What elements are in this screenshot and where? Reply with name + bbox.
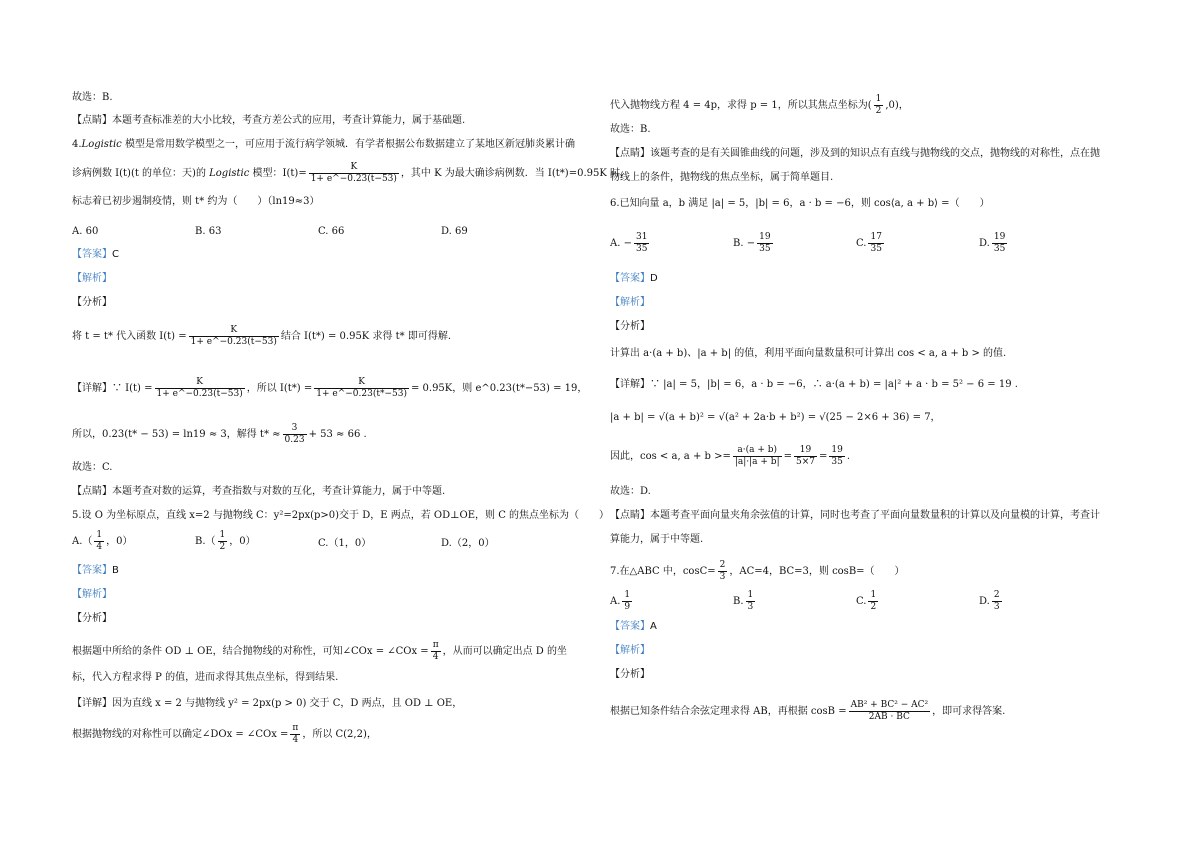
text-line — [610, 123, 651, 137]
text: B. 63 — [195, 226, 222, 237]
option-a — [72, 225, 98, 239]
answer-line — [610, 620, 657, 634]
numerator: 19 — [794, 445, 817, 457]
note-line — [610, 533, 703, 547]
text: A. 60 — [72, 226, 99, 237]
analysis-header — [610, 320, 650, 334]
text: ，所以 I(t*) = — [246, 383, 313, 394]
text: 7.在△ABC 中，cosC= — [610, 566, 716, 577]
text-line — [72, 461, 112, 475]
numerator: K — [309, 162, 399, 174]
analysis-header — [72, 296, 112, 310]
fraction — [794, 445, 817, 468]
text-line — [72, 91, 113, 105]
numerator: 1 — [875, 94, 882, 104]
numerator: 19 — [759, 232, 771, 242]
analysis-tag — [72, 588, 112, 602]
text: 5.设 O 为坐标原点，直线 x=2 与抛物线 C：y²=2px(p>0)交于 D，E 两点，若 OD⊥OE，则 C 的焦点坐标为（ ） — [72, 510, 610, 521]
text: ，AC=4，BC=3，则 cosB=（ ） — [729, 566, 905, 577]
text: 模型是常用数学模型之一，可应用于流行病学领城．有学者根据公布数据建立了某地区新冠肺炎累计确 — [121, 139, 575, 150]
answer-value: B — [112, 565, 119, 576]
text: C. — [856, 596, 867, 607]
denominator: 35 — [831, 457, 843, 467]
fraction — [309, 162, 399, 185]
numerator: a·(a + b) — [733, 445, 782, 457]
text: D. — [979, 238, 990, 249]
option-a — [72, 530, 133, 553]
text: ，0） — [106, 536, 133, 547]
numerator: 2 — [719, 560, 726, 570]
denominator: 2 — [219, 542, 226, 552]
q4-analysis — [72, 325, 451, 348]
question-4 — [72, 138, 575, 152]
option-d — [979, 232, 1009, 255]
text: 【解析】 — [72, 589, 112, 600]
denominator: 35 — [635, 244, 648, 254]
question-4-line3 — [72, 195, 319, 209]
text: 代入抛物线方程 4 = 4p，求得 p = 1，所以其焦点坐标为( — [610, 100, 872, 111]
denominator: 1+ e^−0.23(t−53) — [310, 174, 397, 184]
text: 4. — [72, 139, 82, 150]
numerator: 19 — [993, 232, 1006, 242]
fraction — [94, 530, 104, 553]
q6-detail3 — [610, 445, 850, 468]
fraction — [992, 590, 1002, 613]
q7-analysis — [610, 700, 1005, 723]
denominator: 2AB · BC — [868, 712, 910, 722]
denominator: 0.23 — [284, 435, 305, 445]
text: 计算出 a·(a + b)、|a + b| 的值，利用平面向量数量积可计算出 cos < a, a + b > 的值. — [610, 348, 1007, 359]
note-line — [72, 114, 465, 128]
text-line — [72, 671, 338, 685]
text: 故选：C. — [72, 462, 113, 473]
fraction — [829, 445, 844, 468]
fraction — [992, 232, 1007, 255]
analysis-header — [72, 612, 112, 626]
answer-tag: 【答案】 — [72, 249, 112, 260]
denominator: 2 — [875, 106, 882, 116]
text: = — [819, 451, 828, 462]
text: . — [846, 451, 851, 462]
option-c — [318, 537, 371, 551]
option-c — [318, 225, 344, 239]
text: C. 66 — [318, 226, 345, 237]
numerator: 1 — [624, 590, 631, 600]
text: 将 t = t* 代入函数 I(t) = — [72, 331, 187, 342]
denominator: |a|·|a + b| — [734, 457, 780, 467]
option-b — [733, 232, 775, 255]
q6-analysis — [610, 347, 1006, 361]
text: D. 69 — [441, 226, 468, 237]
text: 诊病例数 I(t)(t 的单位：天)的 — [72, 168, 210, 179]
answer-tag: 【答案】 — [610, 273, 650, 284]
answer-line — [72, 564, 119, 578]
q6-detail — [610, 378, 1018, 392]
denominator: 35 — [870, 244, 882, 254]
denominator: 35 — [993, 244, 1006, 254]
text: B.（ — [195, 536, 216, 547]
numerator: 19 — [831, 445, 843, 455]
text: B. − — [733, 238, 756, 249]
numerator: 1 — [96, 530, 103, 540]
text: 【详解】∵ |a| = 5，|b| = 6，a · b = −6，∴ a·(a + b) = |a|² + a · b = 5² − 6 = 19 . — [610, 379, 1018, 390]
text: 【详解】∵ I(t) = — [72, 383, 153, 394]
option-b — [195, 530, 256, 553]
note-line — [610, 147, 1100, 161]
option-d — [441, 225, 468, 239]
text: C.（1，0） — [318, 538, 372, 549]
text: 根据抛物线的对称性可以确定∠DOx = ∠COx = — [72, 729, 289, 740]
fraction — [290, 723, 300, 746]
text: 【点睛】本题考查平面向量夹角余弦值的计算，同时也考查了平面向量数量积的计算以及向量模的计算，考查计 — [610, 510, 1100, 521]
numerator: 1 — [219, 530, 226, 540]
text: = — [783, 451, 792, 462]
text: 【解析】 — [610, 297, 650, 308]
denominator: 2 — [870, 602, 877, 612]
text: 【解析】 — [610, 645, 650, 656]
text: Logistic — [209, 168, 250, 179]
text: I(t)= — [282, 168, 307, 179]
text: 根据题中所给的条件 OD ⊥ OE，结合抛物线的对称性，可知∠COx = ∠COx = — [72, 646, 429, 657]
answer-tag: 【答案】 — [72, 565, 112, 576]
answer-value: A — [650, 621, 657, 632]
question-7 — [610, 560, 905, 583]
text: 因此，cos < a, a + b >= — [610, 451, 731, 462]
analysis-tag — [72, 272, 112, 286]
denominator: 3 — [719, 572, 726, 582]
denominator: 1+ e^−0.23(t*−53) — [316, 389, 407, 399]
text-line — [610, 485, 651, 499]
numerator: 2 — [993, 590, 1000, 600]
numerator: K — [155, 377, 245, 389]
option-d — [441, 537, 495, 551]
fraction — [733, 445, 782, 468]
text: 模型： — [249, 168, 283, 179]
denominator: 5×7 — [796, 457, 815, 467]
text: 故选：D. — [610, 486, 651, 497]
note-line — [610, 509, 1100, 523]
denominator: 1+ e^−0.23(t−53) — [156, 389, 243, 399]
numerator: 17 — [870, 232, 882, 242]
denominator: 9 — [624, 602, 631, 612]
option-a — [610, 232, 651, 255]
denominator: 1+ e^−0.23(t−53) — [190, 337, 277, 347]
fraction — [757, 232, 772, 255]
q5-detail — [72, 697, 462, 711]
text: ，即可求得答案. — [932, 706, 1006, 717]
question-4-line2 — [72, 162, 630, 185]
text: 标，代入方程求得 P 的值，进而求得其焦点坐标，得到结果. — [72, 672, 339, 683]
text: B. — [733, 596, 744, 607]
analysis-tag — [610, 296, 650, 310]
left-column — [72, 0, 632, 848]
denominator: 4 — [432, 652, 439, 662]
q4-detail — [72, 377, 587, 400]
note-line — [72, 485, 445, 499]
text: A. — [610, 596, 621, 607]
answer-line — [610, 272, 658, 286]
text: |a + b| = √(a + b)² = √(a² + 2a·b + b²) = √(25 − 2×6 + 36) = 7， — [610, 412, 941, 423]
text: D.（2，0） — [441, 538, 495, 549]
fraction — [868, 590, 878, 613]
text: A.（ — [72, 536, 93, 547]
fraction — [634, 232, 649, 255]
denominator: 4 — [96, 542, 103, 552]
text: ,0)， — [885, 100, 909, 111]
q6-detail2 — [610, 411, 941, 425]
text: 【分析】 — [610, 669, 650, 680]
fraction — [718, 560, 728, 583]
answer-value: C — [112, 249, 119, 260]
question-5 — [72, 509, 609, 523]
numerator: 1 — [747, 590, 754, 600]
text: 【点睛】本题考查对数的运算，考查指数与对数的互化，考查计算能力，属于中等题. — [72, 486, 446, 497]
option-b — [733, 590, 757, 613]
text: ，其中 K 为最大确诊病例数．当 I(t*)=0.95K 时， — [400, 168, 630, 179]
option-d — [979, 590, 1004, 613]
q4-solve — [72, 423, 367, 446]
fraction — [431, 640, 441, 663]
analysis-header — [610, 668, 650, 682]
right-column — [610, 0, 1170, 848]
text: 【分析】 — [610, 321, 650, 332]
text: ，所以 C(2,2)， — [302, 729, 377, 740]
denominator: 3 — [993, 602, 1000, 612]
fraction — [868, 232, 883, 255]
numerator: π — [432, 640, 439, 650]
text: 【分析】 — [72, 613, 112, 624]
text: 【详解】因为直线 x = 2 与抛物线 y² = 2px(p > 0) 交于 C，D 两点，且 OD ⊥ OE， — [72, 698, 463, 709]
fraction — [849, 700, 931, 723]
fraction — [874, 94, 884, 117]
fraction — [189, 325, 279, 348]
text: Logistic — [81, 139, 122, 150]
text: 结合 I(t*) = 0.95K 求得 t* 即可得解. — [280, 331, 452, 342]
text: 【解析】 — [72, 273, 112, 284]
text: 所以，0.23(t* − 53) = ln19 ≈ 3，解得 t* ≈ — [72, 429, 281, 440]
q5-analysis — [72, 640, 567, 663]
text: 故选：B. — [72, 92, 113, 103]
q5-detail2 — [72, 723, 377, 746]
text: D. — [979, 596, 990, 607]
fraction — [283, 423, 307, 446]
analysis-tag — [610, 644, 650, 658]
text: ，从而可以确定出点 D 的坐 — [442, 646, 567, 657]
numerator: 3 — [283, 423, 307, 435]
text: 【点睛】本题考查标准差的大小比较，考查方差公式的应用，考查计算能力，属于基础题. — [72, 115, 466, 126]
text: 【点睛】该题考查的是有关圆锥曲线的问题，涉及到的知识点有直线与抛物线的交点，抛物线的对称性，点在抛 — [610, 148, 1100, 159]
option-a — [610, 590, 634, 613]
numerator: 1 — [870, 590, 877, 600]
option-c — [856, 232, 886, 255]
fraction — [746, 590, 756, 613]
text-line — [610, 94, 909, 117]
denominator: 3 — [747, 602, 754, 612]
text: 6.已知向量 a，b 满足 |a| = 5，|b| = 6，a · b = −6，则 cos⟨a, a + b⟩ =（ ） — [610, 198, 990, 209]
option-b — [195, 225, 221, 239]
note-line — [610, 171, 833, 185]
fraction — [314, 377, 409, 400]
numerator: K — [314, 377, 409, 389]
fraction — [622, 590, 632, 613]
fraction — [155, 377, 245, 400]
numerator: AB² + BC² − AC² — [850, 700, 929, 710]
text: ，0） — [229, 536, 256, 547]
text: = 0.95K，则 e^0.23(t*−53) = 19， — [410, 383, 588, 394]
question-6 — [610, 197, 990, 211]
text: A. − — [610, 238, 632, 249]
answer-tag: 【答案】 — [610, 621, 650, 632]
numerator: π — [292, 723, 299, 733]
answer-line — [72, 248, 119, 262]
answer-value: D — [650, 273, 658, 284]
numerator: 31 — [635, 232, 648, 242]
text: 根据已知条件结合余弦定理求得 AB，再根据 cosB = — [610, 706, 847, 717]
text: 故选：B. — [610, 124, 651, 135]
fraction — [218, 530, 228, 553]
denominator: 4 — [292, 735, 299, 745]
numerator: K — [189, 325, 279, 337]
denominator: 35 — [759, 244, 771, 254]
text: 算能力，属于中等题. — [610, 534, 704, 545]
text: 物线上的条件，抛物线的焦点坐标，属于简单题目. — [610, 172, 834, 183]
text: + 53 ≈ 66 . — [308, 429, 367, 440]
option-c — [856, 590, 880, 613]
text: C. — [856, 238, 867, 249]
text: 标志着已初步遏制疫情，则 t* 约为（ ）（ln19≈3） — [72, 196, 320, 207]
text: 【分析】 — [72, 297, 112, 308]
